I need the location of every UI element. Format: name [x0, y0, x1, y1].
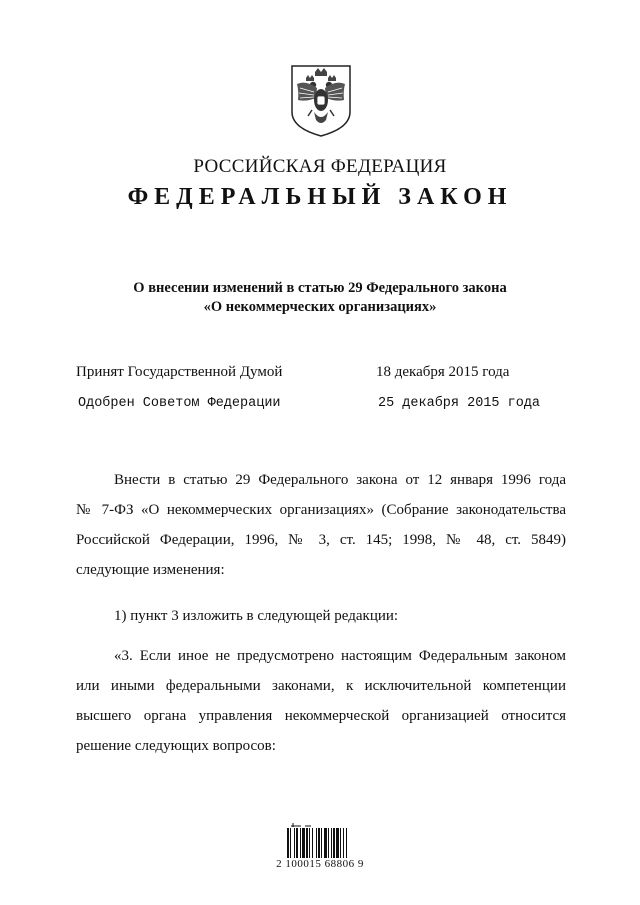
body-paragraph-item-1 [76, 601, 566, 631]
law-title-line: О внесении изменений в статью 29 Федерального закона [133, 280, 507, 296]
text-line: высшего органа управления некоммерческой организацией относится [76, 708, 566, 724]
text-line: «3. Если иное не предусмотрено настоящим Федеральным законом [114, 648, 566, 664]
approval-label-federation-council: Одобрен Советом Федерации [78, 396, 281, 411]
russian-coat-of-arms-icon [286, 62, 356, 138]
text-line: следующие изменения: [76, 562, 225, 578]
text-line: решение следующих вопросов: [76, 738, 276, 754]
text-line: № 7-ФЗ «О некоммерческих организациях» (Собрание законодательства [76, 502, 566, 518]
text-line: Внести в статью 29 Федерального закона от 12 января 1996 года [114, 472, 566, 488]
body-paragraph-quote [76, 641, 566, 761]
text-line: Российской Федерации, 1996, № 3, ст. 145; 1998, № 48, ст. 5849) [76, 532, 566, 548]
law-title [0, 279, 640, 317]
body-paragraph-intro [76, 465, 566, 585]
text-line: или иными федеральными законами, к исключительной компетенции [76, 678, 566, 694]
state-name: РОССИЙСКАЯ ФЕДЕРАЦИЯ [193, 156, 447, 177]
barcode-number: 2 100015 68806 9 [276, 858, 364, 870]
barcode-icon [285, 820, 361, 858]
adoption-date-duma: 18 декабря 2015 года [376, 364, 510, 380]
document-type: ФЕДЕРАЛЬНЫЙ ЗАКОН [127, 184, 513, 210]
law-title-line: «О некоммерческих организациях» [203, 299, 437, 315]
approval-date-federation-council: 25 декабря 2015 года [378, 396, 541, 411]
text-line: 1) пункт 3 изложить в следующей редакции: [114, 608, 399, 624]
adoption-label-duma: Принят Государственной Думой [76, 364, 283, 380]
